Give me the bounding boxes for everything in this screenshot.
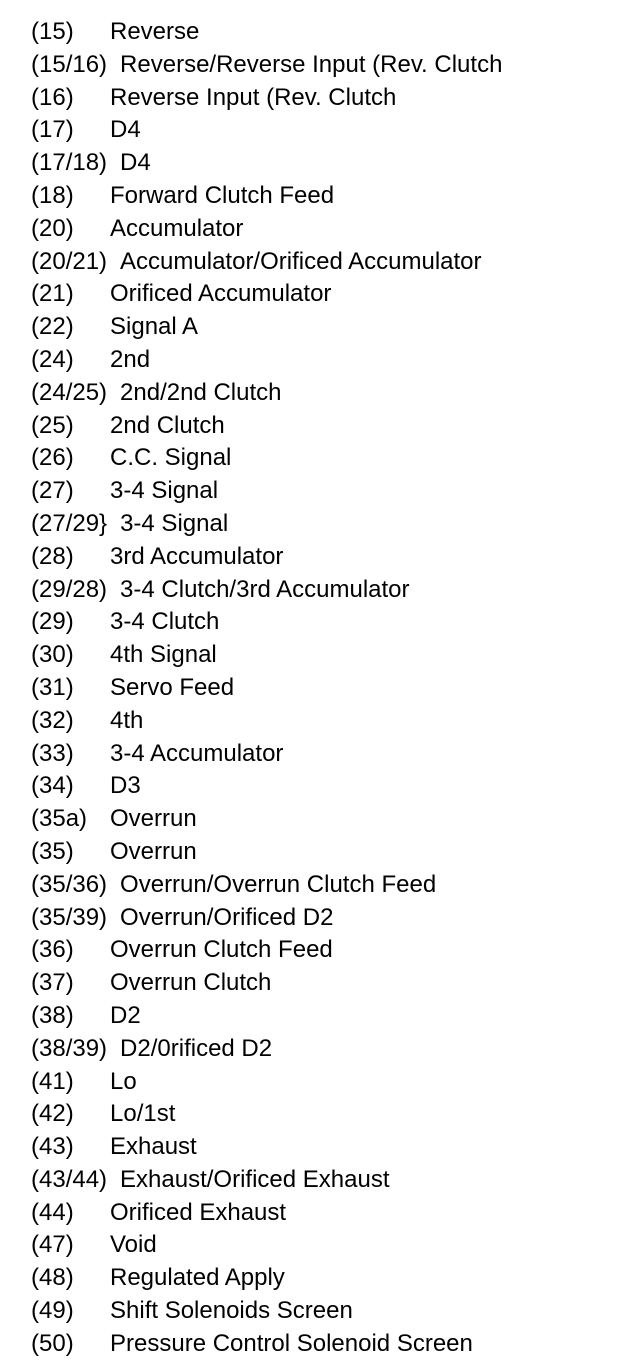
- legend-item-label: 3-4 Clutch/3rd Accumulator: [120, 575, 410, 603]
- legend-item-label: Forward Clutch Feed: [110, 181, 335, 209]
- legend-item: [31, 147, 502, 180]
- legend-item-code: (17): [31, 116, 74, 144]
- legend-item-label: Lo: [110, 1067, 137, 1095]
- legend-item: [31, 803, 502, 836]
- legend-item-code: (43): [31, 1133, 74, 1161]
- legend-item-label: 4th Signal: [110, 641, 217, 669]
- legend-item-label: Servo Feed: [110, 673, 235, 701]
- legend-item-code: (37): [31, 969, 74, 997]
- legend-item-label: Reverse: [110, 18, 200, 45]
- legend-item: [31, 1033, 502, 1066]
- legend-item-code: (26): [31, 444, 74, 472]
- legend-item-code: (38): [31, 1001, 74, 1029]
- legend-item-label: Signal A: [110, 313, 199, 341]
- legend-item: [31, 1197, 502, 1230]
- legend-item-code: (35): [31, 837, 74, 865]
- legend-item-code: (20/21): [31, 247, 108, 275]
- legend-item: [31, 1164, 502, 1197]
- legend-item: [31, 934, 502, 967]
- legend-item-code: (44): [31, 1198, 74, 1226]
- legend-item-code: (35/39): [31, 903, 108, 931]
- legend-item-code: (22): [31, 313, 74, 341]
- legend-item: [31, 836, 502, 869]
- legend-item-code: (18): [31, 181, 74, 209]
- legend-item: [31, 49, 502, 82]
- legend-item: [31, 344, 502, 377]
- legend-item: [31, 311, 502, 344]
- legend-item: [31, 574, 502, 607]
- legend-item-label: Pressure Control Solenoid Screen: [110, 1329, 473, 1357]
- legend-item-label: 3rd Accumulator: [110, 542, 284, 570]
- legend-item-label: Reverse Input (Rev. Clutch: [110, 83, 397, 111]
- legend-item-label: Void: [110, 1231, 157, 1259]
- legend-item-label: Regulated Apply: [110, 1264, 285, 1292]
- legend-item: [31, 869, 502, 902]
- legend-item: [31, 1000, 502, 1033]
- legend-item: [31, 1131, 502, 1164]
- legend-item-label: Overrun/Overrun Clutch Feed: [120, 870, 437, 898]
- legend-item-code: (17/18): [31, 149, 108, 177]
- legend-item-code: (27/29}: [31, 509, 108, 537]
- legend-item-label: Orificed Exhaust: [110, 1198, 287, 1226]
- legend-item: [31, 967, 502, 1000]
- legend-item: [31, 606, 502, 639]
- legend-item-label: C.C. Signal: [110, 444, 232, 472]
- legend-item: [31, 1262, 502, 1295]
- legend-item-label: Lo/1st: [110, 1100, 176, 1128]
- legend-item-code: (34): [31, 772, 74, 800]
- legend-item: [31, 508, 502, 541]
- legend-item: [31, 246, 502, 279]
- legend-item-code: (15/16): [31, 50, 108, 78]
- legend-item-label: D4: [110, 116, 141, 144]
- legend-item: [31, 82, 502, 115]
- legend-item-code: (31): [31, 673, 74, 701]
- legend-item-label: Orificed Accumulator: [110, 280, 332, 308]
- legend-item-code: (29): [31, 608, 74, 636]
- legend-item-label: 3-4 Signal: [120, 509, 229, 537]
- legend-item: [31, 738, 502, 771]
- legend-item: [31, 541, 502, 574]
- legend-item-code: (35/36): [31, 870, 108, 898]
- legend-item-code: (50): [31, 1329, 74, 1357]
- legend-item-code: (47): [31, 1231, 74, 1259]
- legend-item: [31, 278, 502, 311]
- legend-item-label: D4: [120, 149, 151, 177]
- legend-item-code: (16): [31, 83, 74, 111]
- legend-item-label: D3: [110, 772, 141, 800]
- legend-item-label: Overrun: [110, 805, 197, 833]
- legend-item-code: (32): [31, 706, 74, 734]
- legend-item-label: 4th: [110, 706, 144, 734]
- legend-item-label: Shift Solenoids Screen: [110, 1297, 353, 1325]
- legend-item-code: (36): [31, 936, 74, 964]
- legend-item: [31, 180, 502, 213]
- legend-item-label: 3-4 Clutch: [110, 608, 220, 636]
- legend-item: [31, 705, 502, 738]
- legend-item-code: (42): [31, 1100, 74, 1128]
- legend-item-label: Accumulator: [110, 214, 244, 242]
- legend-item: [31, 16, 502, 49]
- legend-item: [31, 475, 502, 508]
- legend-item-code: (29/28): [31, 575, 108, 603]
- legend-item-label: Overrun Clutch Feed: [110, 936, 333, 964]
- legend-item: [31, 902, 502, 935]
- legend-item-label: Accumulator/Orificed Accumulator: [120, 247, 482, 275]
- legend-item-label: 2nd: [110, 345, 151, 373]
- legend-item-code: (43/44): [31, 1165, 108, 1193]
- legend-item-label: D2: [110, 1001, 141, 1029]
- legend-item-code: (49): [31, 1297, 74, 1325]
- legend-item-label: Overrun/Orificed D2: [120, 903, 334, 931]
- legend-item: [31, 639, 502, 672]
- legend-item: [31, 672, 502, 705]
- legend-item-code: (27): [31, 477, 74, 505]
- legend-item: [31, 377, 502, 410]
- legend-item-label: D2/0rificed D2: [120, 1034, 273, 1062]
- legend-item: [31, 114, 502, 147]
- legend-item-code: (35a): [31, 805, 88, 833]
- legend-item-code: (38/39): [31, 1034, 108, 1062]
- legend-item-code: (25): [31, 411, 74, 439]
- legend-item-label: Overrun: [110, 837, 197, 865]
- legend-item-code: (41): [31, 1067, 74, 1095]
- legend-item: [31, 213, 502, 246]
- legend-item: [31, 1295, 502, 1328]
- legend-item-code: (33): [31, 739, 74, 767]
- legend-item-code: (20): [31, 214, 74, 242]
- legend-item-label: Exhaust/Orificed Exhaust: [120, 1165, 390, 1193]
- legend-item-label: Reverse/Reverse Input (Rev. Clutch: [120, 50, 503, 78]
- legend-item-code: (15): [31, 18, 74, 45]
- legend-item-code: (48): [31, 1264, 74, 1292]
- legend-item-code: (28): [31, 542, 74, 570]
- legend-item-label: 2nd/2nd Clutch: [120, 378, 282, 406]
- legend-item: [31, 1229, 502, 1262]
- legend-item: [31, 770, 502, 803]
- legend-item-label: 3-4 Accumulator: [110, 739, 284, 767]
- legend-item-code: (21): [31, 280, 74, 308]
- legend-item: [31, 442, 502, 475]
- legend-item-label: 3-4 Signal: [110, 477, 219, 505]
- passage-legend-list: [31, 16, 502, 1361]
- legend-item: [31, 410, 502, 443]
- legend-item-code: (24): [31, 345, 74, 373]
- legend-item-code: (24/25): [31, 378, 108, 406]
- legend-item-label: Exhaust: [110, 1133, 197, 1161]
- legend-item-code: (30): [31, 641, 74, 669]
- legend-item-label: 2nd Clutch: [110, 411, 225, 439]
- legend-item: [31, 1328, 502, 1361]
- legend-item: [31, 1098, 502, 1131]
- legend-item: [31, 1066, 502, 1099]
- legend-item-label: Overrun Clutch: [110, 969, 272, 997]
